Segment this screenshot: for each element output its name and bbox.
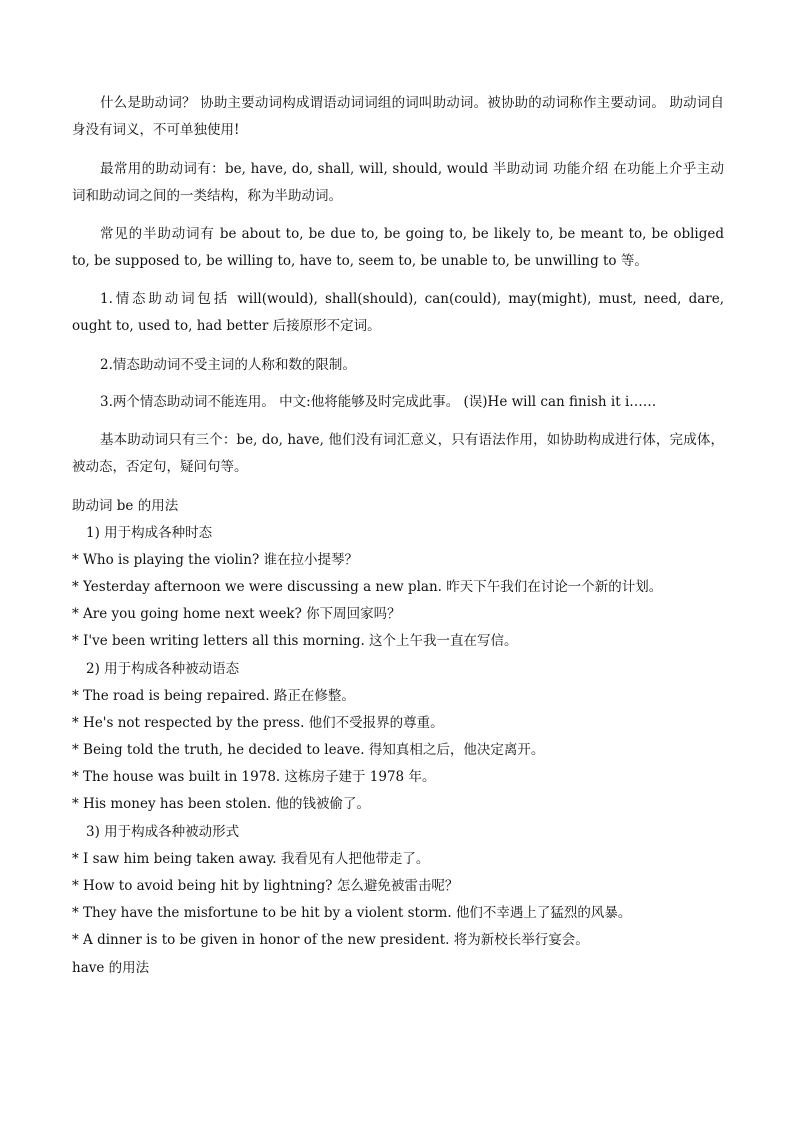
section-heading-have: have 的用法 <box>72 960 150 976</box>
example-line: * The house was built in 1978. 这栋房子建于 1978 年。 <box>72 769 436 785</box>
example-line: * I saw him being taken away. 我看见有人把他带走了。 <box>72 851 430 867</box>
example-line: * Being told the truth, he decided to leave. 得知真相之后，他决定离开。 <box>72 742 545 758</box>
subheading-passive-voice: 2) 用于构成各种被动语态 <box>86 661 240 677</box>
subheading-tenses: 1) 用于构成各种时态 <box>86 525 213 541</box>
paragraph-semi-auxiliaries: 常见的半助动词有 be about to, be due to, be going to, be likely to, be meant to, be obliged to, be supposed to, be willing to, have to, seem to, be unable to, be unwilling to 等。 <box>72 226 724 269</box>
example-line: * Yesterday afternoon we were discussing a new plan. 昨天下午我们在讨论一个新的计划。 <box>72 579 663 595</box>
example-line: * Are you going home next week? 你下周回家吗？ <box>72 606 401 622</box>
example-line: * His money has been stolen. 他的钱被偷了。 <box>72 796 371 812</box>
example-line: * Who is playing the violin? 谁在拉小提琴？ <box>72 552 358 568</box>
example-line: * I've been writing letters all this morning. 这个上午我一直在写信。 <box>72 633 518 649</box>
example-line: * They have the misfortune to be hit by a violent storm. 他们不幸遇上了猛烈的风暴。 <box>72 905 632 921</box>
paragraph-modal-rule-3: 3.两个情态助动词不能连用。 中文:他将能够及时完成此事。 (误)He will can finish it i…… <box>100 394 657 410</box>
example-line: * He's not respected by the press. 他们不受报界的尊重。 <box>72 715 444 731</box>
example-line: * The road is being repaired. 路正在修整。 <box>72 688 355 704</box>
paragraph-modal-rule-1: 1.情态助动词包括 will(would), shall(should), can(could), may(might), must, need, dare, ought to, used to, had better 后接原形不定词。 <box>72 291 724 334</box>
subheading-passive-forms: 3) 用于构成各种被动形式 <box>86 824 240 840</box>
paragraph-modal-rule-2: 2.情态助动词不受主词的人称和数的限制。 <box>100 357 356 373</box>
document-page <box>72 0 724 1123</box>
example-line: * How to avoid being hit by lightning? 怎么避免被雷击呢？ <box>72 878 459 894</box>
paragraph-basic-auxiliaries: 基本助动词只有三个：be, do, have, 他们没有词汇意义，只有语法作用，如协助构成进行体，完成体，被动态，否定句，疑问句等。 <box>72 432 724 475</box>
paragraph-auxiliary-definition: 什么是助动词？ 协助主要动词构成谓语动词词组的词叫助动词。被协助的动词称作主要动词。 助动词自身没有词义，不可单独使用! <box>72 95 724 138</box>
section-heading-be: 助动词 be 的用法 <box>72 498 179 514</box>
paragraph-common-auxiliaries: 最常用的助动词有：be, have, do, shall, will, should, would 半助动词 功能介绍 在功能上介乎主动词和助动词之间的一类结构，称为半助动词。 <box>72 161 724 204</box>
example-line: * A dinner is to be given in honor of the new president. 将为新校长举行宴会。 <box>72 932 589 948</box>
